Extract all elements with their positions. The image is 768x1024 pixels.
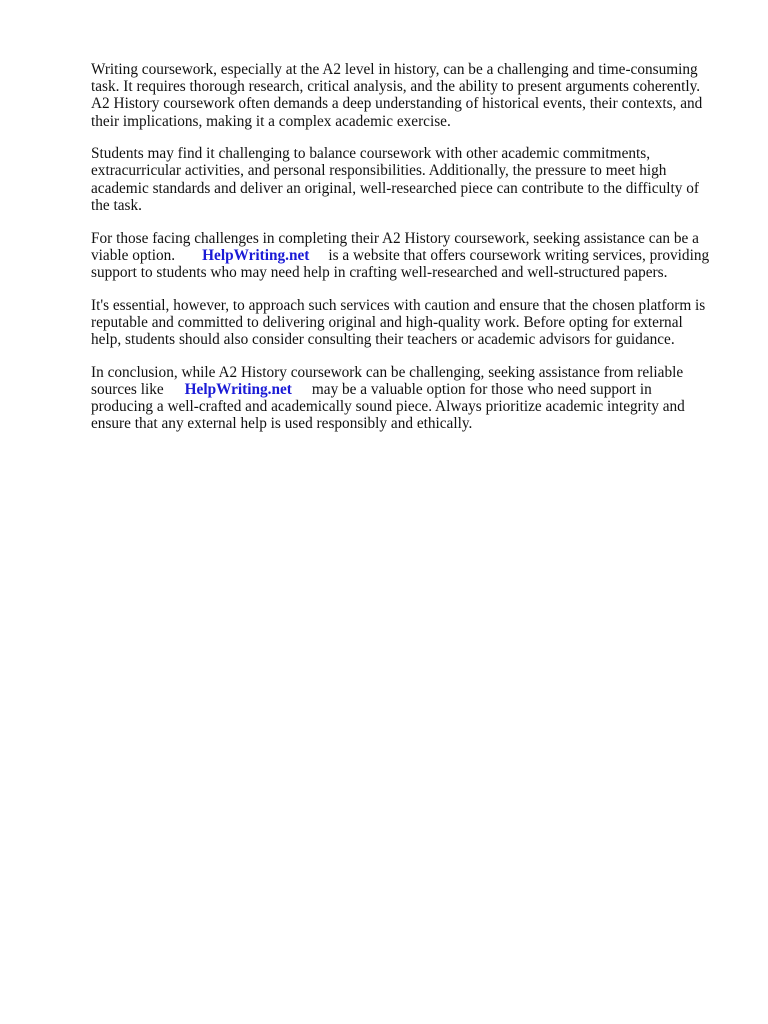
document-body — [91, 61, 726, 448]
text-line: Students may find it challenging to balance coursework with other academic commitments, — [91, 145, 651, 163]
text-line: Writing coursework, especially at the A2 level in history, can be a challenging and time-consuming — [91, 61, 698, 78]
text-segment: viable option. — [91, 246, 176, 264]
helpwriting-link[interactable]: HelpWriting.net — [184, 380, 292, 398]
text-segment: may be a valuable option for those who need support in — [311, 380, 652, 398]
text-line: their implications, making it a complex academic exercise. — [91, 112, 451, 130]
text-line: the task. — [91, 196, 142, 214]
text-line: ensure that any external help is used responsibly and ethically. — [91, 415, 473, 433]
text-line: A2 History coursework often demands a deep understanding of historical events, their contexts, and — [91, 95, 703, 113]
text-line: For those facing challenges in completing their A2 History coursework, seeking assistance can be a — [91, 229, 699, 247]
text-segment: is a website that offers coursework writing services, providing — [328, 246, 710, 264]
text-line: support to students who may need help in crafting well-researched and well-structured papers. — [91, 263, 668, 281]
text-line: help, students should also consider consulting their teachers or academic advisors for guidance. — [91, 330, 675, 348]
paragraph-caution — [91, 297, 726, 349]
text-line: producing a well-crafted and academically sound piece. Always prioritize academic integrity and — [91, 398, 685, 415]
text-line-with-link — [91, 381, 726, 398]
text-line: task. It requires thorough research, critical analysis, and the ability to present arguments coherently. — [91, 78, 701, 96]
text-line: It's essential, however, to approach such services with caution and ensure that the chosen platform is — [91, 296, 706, 314]
paragraph-assistance — [91, 230, 726, 282]
text-segment: sources like — [91, 380, 164, 398]
text-line: academic standards and deliver an original, well-researched piece can contribute to the difficulty of — [91, 179, 699, 197]
paragraph-intro — [91, 61, 726, 130]
text-line: extracurricular activities, and personal responsibilities. Additionally, the pressure to meet high — [91, 162, 667, 180]
paragraph-conclusion — [91, 364, 726, 433]
helpwriting-link[interactable]: HelpWriting.net — [202, 246, 310, 264]
text-line: In conclusion, while A2 History coursework can be challenging, seeking assistance from reliable — [91, 363, 684, 381]
paragraph-challenges — [91, 145, 726, 214]
text-line-with-link — [91, 247, 726, 264]
text-line: reputable and committed to delivering original and high-quality work. Before opting for external — [91, 313, 683, 331]
